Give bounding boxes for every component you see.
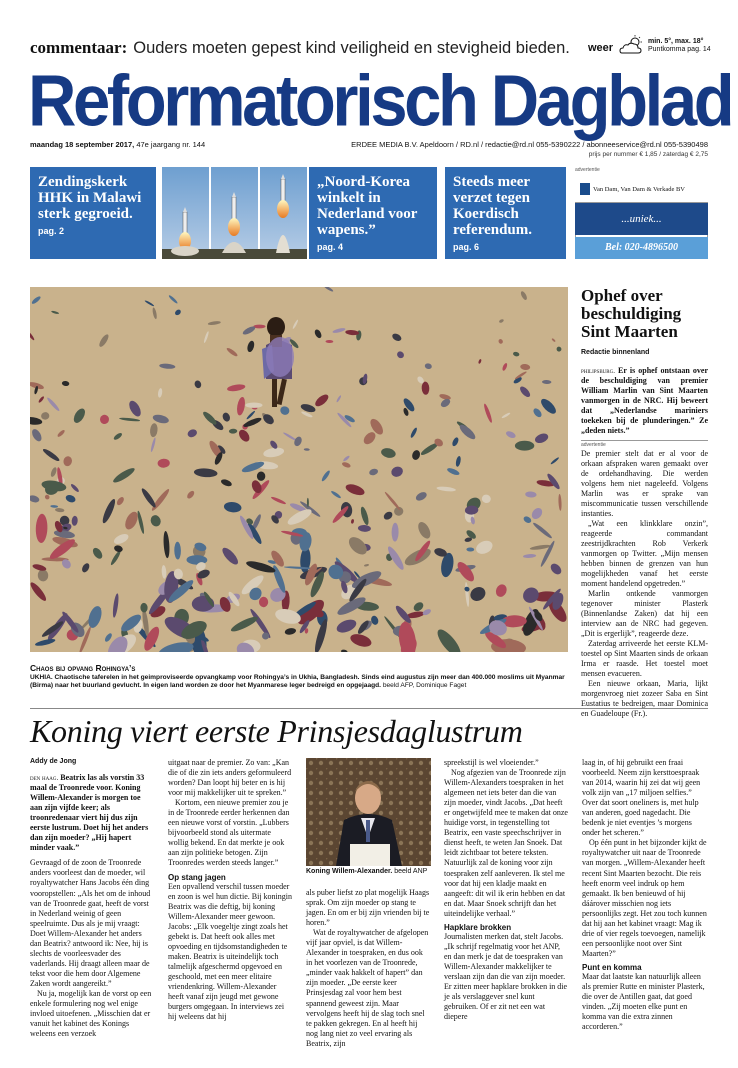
paragraph: „Wat een klinkklare onzin”, reageerde commandant zeestrijdkrachten Rob Verkerk vanmorgen op Twitter. „Mijn mensen hebben binnen de grenzen van hun mogelijkheden vanaf het eerste moment handelend opgetreden.” <box>581 519 708 588</box>
paragraph: Nog afgezien van de Troonrede zijn Willem-Alexanders toespraken in het algemeen net iets beter dan die van zijn moeder, vindt Jacobs. „Dat heeft er ongetwijfeld mee te maken dat onze huidige vorst, in tegenstelling tot Beatrix, een vaste speechschrijver in dienst heeft, te weten Jan Snoek. Dat leidt zichtbaar tot betere teksten. Natuurlijk zal de koning voor zijn toespraken zelf aanleveren. Ik stel me voor dat hij een kladje maakt en aangeeft: dit wil ik erin hebben en dat en dat. Maar Snoek schrijft dan het uiteindelijke verhaal.” <box>444 768 568 918</box>
article-ophef-sint-maarten[interactable] <box>581 287 708 719</box>
caption-title: Chaos bij opvang Rohingya’s <box>30 663 136 673</box>
paragraph: De premier stelt dat er al voor de orkaan afspraken waren gemaakt over de ordehandhaving. Die werden volgens hem niet nageleefd. Volgens Marlin was er sprake van miscommunicatie tussen verschillende instanties. <box>581 449 708 518</box>
ad-slogan: ...uniek... <box>621 213 662 225</box>
divider <box>581 440 708 441</box>
main-photo-caption <box>30 663 570 690</box>
subheading: Hapklare brokken <box>444 922 512 932</box>
subheading: Punt en komma <box>582 962 642 972</box>
article-intro <box>30 773 155 853</box>
teaser-page: pag. 6 <box>453 242 480 252</box>
commentaar-text: Ouders moeten gepest kind veiligheid en stevigheid bieden. <box>133 39 570 57</box>
paragraph: Nu ja, mogelijk kan de vorst op een enkele formulering nog wel enige invloed uitoefenen. „Misschien dat er vanuit het kabinet des Konings weleens een verzoek <box>30 988 152 1039</box>
paragraph: Kortom, een nieuwe premier zou je in de Troonrede eerder herkennen dan een nieuwe vorst of vorstin. „Lubbers bijvoorbeeld stond als uitermate wollig bekend. En dat merkte je ook aan zijn politieke betogen. Zijn Troonredes werden steeds langer.” <box>168 798 290 868</box>
paragraph: spreekstijl is wel vloeiender.” <box>444 758 539 767</box>
intro-text: Er is ophef ontstaan over de beschuldiging van premier William Marlin van Sint Maarten vanmorgen in de NRC. Hij beweert dat „Nederlandse mariniers toekeken bij de plunderingen.” Ze „deden niets.” <box>581 366 708 435</box>
article-intro <box>581 366 708 436</box>
masthead: Reformatorisch Dagblad <box>28 60 732 142</box>
teaser-zendingskerk[interactable] <box>30 167 156 259</box>
paragraph: Journalisten merken dat, stelt Jacobs. „Ik schrijf regelmatig voor het ANP, en dan merk je dat de toespraken van Willem-Alexander makkelijker te verslaan zijn dan die van zijn moeder. Er zitten meer hapklare brokken in die je als verslaggever snel kunt gebruiken. Of er zit net een wat diepere <box>444 931 568 1022</box>
caption-credit: beeld AFP, Dominique Faget <box>381 682 467 690</box>
paragraph: Wat de royaltywatcher de afgelopen vijf jaar opviel, is dat Willem-Alexander in toespraken, en dus ook in het voorlezen van de Troonrede, „minder vaak hakkelt of hapert” dan zijn moeder. „De eerste keer Prinsjesdag zal voor hem best spannend geweest zijn. Maar vervolgens heeft hij de slag toch snel te pakken gekregen. En al heeft hij nog lang niet zo veel ervaring als Beatrix, zijn <box>306 928 429 1048</box>
article-byline: Redactie binnenland <box>581 349 650 356</box>
contact-line: ERDEE MEDIA B.V. Apeldoorn / RD.nl / redactie@rd.nl 055-5390222 / abonneeservice@rd.nl 055-5390498 <box>351 140 708 149</box>
paragraph: Een opvallend verschil tussen moeder en zoon is wel hun dictie. Bij koningin Beatrix was die deftig, bij koning Willem-Alexander meer gewoon. Jacobs: „Elk voegeltje zingt zoals het gebekt is. Dat heeft ook alles met opvoeding en tijdsomstandigheden te maken. Beatrix is uiteindelijk toch talmelijk afgeschermd opgevoed en geschoold, met een meer elitaire vriendenkring. Willem-Alexander heeft vanaf zijn jeugd met gewone burgers omgegaan. In interviews zei hij weleens dat hij <box>168 881 292 1022</box>
paragraph: laag in, of hij gebruikt een fraai voorbeeld. Neem zijn kersttoespraak van 2014, waarin hij zei dat wij geen volk zijn van „17 miljoen selfies.” Over dat soort oneliners is, met hulp van anderen, goed nagedacht. Die bedenk je niet eventjes ’s morgens onder het scheren.” <box>582 758 701 838</box>
article-column-5 <box>582 758 708 1032</box>
weather-page-ref: Puntkomma pag. 14 <box>648 46 711 53</box>
main-photo-rohingya-camp[interactable] <box>30 287 568 652</box>
issue-edition: 47e jaargang nr. 144 <box>134 140 206 149</box>
article-column-2 <box>168 758 293 1022</box>
teaser-title: Steeds meer verzet tegen Koerdisch referendum. <box>453 174 533 238</box>
clothes-field-image <box>30 287 568 652</box>
paragraph: Op één punt in het bijzonder kijkt de royaltywatcher uit naar de Troonrede van morgen. „Willem-Alexander heeft recent Sint Maarten bezocht. Die reis heeft enorm veel indruk op hem gemaakt. Ik ben benieuwd of hij dáárover misschien nog iets persoonlijks zegt. Het zou toch kunnen dat hij aan het kabinet vraagt: Mag ik drie of vier regels toevoegen, namelijk een persoonlijke noot over Sint Maarten?” <box>582 838 707 958</box>
weather-label: weer <box>588 42 614 54</box>
ad-label: advertentie <box>575 167 600 173</box>
ad-firm-name: Van Dam, Van Dam & Verkade BV <box>593 186 686 193</box>
article-column-3 <box>306 758 431 1049</box>
caption-text: UKHIA. Chaotische taferelen in het geimproviseerde opvangkamp voor Rohingya’s in Ukhia, Bangladesh. Sinds eind augustus zijn meer dan 400.000 moslims uit Myanmar (Birma) naar het buurland gevlucht. In eigen land worden ze door het Myanmarese leger bedreigd en opgejaagd. <box>30 674 565 690</box>
article-body <box>581 449 708 719</box>
teaser-noord-korea[interactable] <box>309 167 437 259</box>
subheading: Op stang jagen <box>168 872 226 882</box>
section-divider <box>30 708 708 709</box>
teaser-page: pag. 2 <box>38 226 65 236</box>
commentaar-line[interactable] <box>30 38 570 58</box>
cloud-sun-icon <box>618 34 646 56</box>
article-headline-koning[interactable]: Koning viert eerste Prinsjesdaglustrum <box>30 713 523 749</box>
column-text <box>306 888 431 1049</box>
paragraph: Zaterdag arriveerde het eerste KLM-toestel op Sint Maarten sinds de orkaan Irma er raasde. Het toestel moet mensen evacueren. <box>581 639 708 678</box>
article-author: Addy de Jong <box>30 758 77 765</box>
dateline <box>30 140 205 149</box>
dateline-place: den haag. <box>30 774 59 782</box>
advertisement[interactable] <box>575 167 708 259</box>
teaser-rocket-photo[interactable] <box>162 167 307 259</box>
issue-date: maandag 18 september 2017, <box>30 140 135 149</box>
weather-temp-value: min. 5°, max. 18° <box>648 38 704 45</box>
ad-label-small: advertentie <box>581 442 606 448</box>
article-headline: Ophef over beschuldiging Sint Maarten <box>581 286 682 341</box>
cloth-patch <box>245 403 262 408</box>
weather-box[interactable] <box>588 38 711 60</box>
teaser-title: Zendingskerk HHK in Malawi sterk gegroeid. <box>38 174 142 222</box>
rocket-launch-image <box>162 167 307 259</box>
price-line: prijs per nummer € 1,85 / zaterdag € 2,75 <box>588 151 708 158</box>
paragraph: als puber liefst zo plat mogelijk Haags sprak. Om zijn moeder op stang te jagen. En om er bij zijn vrienden bij te horen.” <box>306 888 430 928</box>
cloth-patch <box>515 441 534 451</box>
article-column-1 <box>30 758 155 1039</box>
intro-text: Beatrix las als vorstin 33 maal de Troonrede voor. Koning Willem-Alexander is morgen toe aan zijn vijfde keer; als troonredenaar viert hij dus zijn eerste lustrum. Doet hij het anders dan zijn moeder? „Hij hapert minder vaak.” <box>30 773 149 853</box>
weather-temp <box>648 38 711 54</box>
article-column-4 <box>444 758 569 1022</box>
cloth-patch <box>257 472 265 481</box>
paragraph: Een nieuwe orkaan, Maria, lijkt morgenvroeg niet zozeer Saba en Sint Eustatius te bedreigen, maar Dominica en Guadeloupe (Fr.). <box>581 679 708 718</box>
caption-name: Koning Willem-Alexander. <box>306 868 393 875</box>
teaser-koerdisch-referendum[interactable] <box>445 167 566 259</box>
paragraph: Gevraagd of de zoon de Troonrede anders voorleest dan de moeder, wil royaltywatcher Hans Jacobs één ding vooropstellen: „Als het om de inhoud van de Troonrede gaat, heeft de vorst in Nederland weinig of geen speelruimte. Dus als je mij vraagt: Doet Willem-Alexander het anders dan Beatrix? antwoord ik: Nee, hij is slechts de voorleesvader des vaderlands. Hij draagt alleen maar de tekst voor die hem door Algemene Zaken wordt aangereikt.” <box>30 858 151 988</box>
teaser-page: pag. 4 <box>317 242 344 252</box>
teaser-title: „Noord-Korea winkelt in Nederland voor wapens.” <box>317 174 418 238</box>
ad-logo <box>580 183 590 195</box>
paragraph: Maar dat laatste kan natuurlijk alleen als premier Rutte en minister Plasterk, die over de Antillen gaat, dat goed vinden. „Zij moeten elke punt en komma van die extra zinnen accorderen.” <box>582 971 705 1032</box>
caption-credit: beeld ANP <box>392 868 428 875</box>
dateline-place: philipsburg. <box>581 367 615 375</box>
ad-phone: Bel: 020-4896500 <box>575 237 708 259</box>
paragraph: uitgaat naar de premier. Zo van: „Kan die of die zin iets anders geformuleerd worden? Dan loopt hij beter en is hij voor mij makkelijker uit te spreken.” <box>168 758 292 798</box>
paragraph: Marlin ontkende vanmorgen tegenover minister Plasterk (Binnenlandse Zaken) dat hij een interview aan de NRC had gegeven. „Dit is ergerlijk”, reageerde deze. <box>581 589 708 638</box>
commentaar-label: commentaar: <box>30 38 128 57</box>
